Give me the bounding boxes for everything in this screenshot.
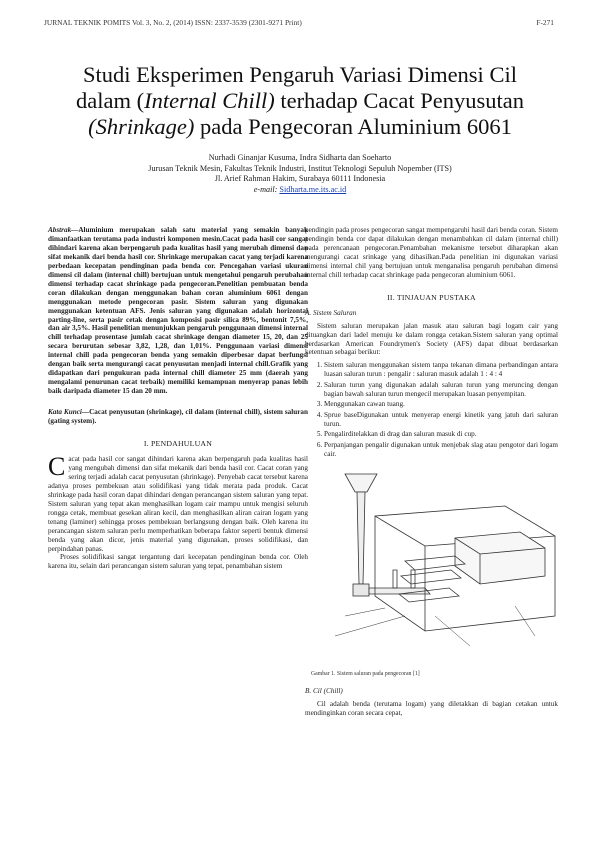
list-item: 1. Sistem saluran menggunakan sistem tanpa tekanan dimana perbandingan antara luasan saluran turun : pengalir : saluran masuk adalah 1 : 4 : 4 [324,361,558,379]
author-names: Nurhadi Ginanjar Kusuma, Indra Sidharta dan Soeharto [208,153,392,162]
gating-system-drawing [305,466,558,666]
running-header [44,18,554,30]
sprue [357,492,365,584]
subsection-heading-cil: B. Cil (Chill) [305,687,343,696]
afs-rules-list [305,361,558,458]
section-heading-pendahuluan: I. PENDAHULUAN [143,439,213,449]
keywords [48,408,308,426]
page-number: F-271 [536,18,554,27]
abstract [48,226,308,396]
author-block [60,153,540,195]
left-column [48,226,308,571]
author-address: Jl. Arief Rahman Hakim, Surabaya 60111 Indonesia [214,174,386,183]
list-item: 4. Sprue baseDigunakan untuk menyerap energi kinetik yang jatuh dari saluran turun. [324,411,558,429]
list-item: 2. Saluran turun yang digunakan adalah saluran turun yang meruncing dengan bagian bawah saluran turun mengecil merupakan luasan penyempitan. [324,381,558,399]
cil-paragraph: Cil adalah benda (terutama logam) yang diletakkan di bagian cetakan untuk mendinginkan coran secara cepat, [305,700,558,718]
title-line-2: dalam (Internal Chill) terhadap Cacat Penyusutan [75,88,524,113]
title-line-3: (Shrinkage) pada Pengecoran Aluminium 6061 [88,114,512,139]
title-line-1: Studi Eksperimen Pengaruh Variasi Dimensi Cil [83,62,517,87]
gate [411,570,415,588]
gate [393,570,397,588]
email-link[interactable]: Sidharta.me.its.ac.id [279,184,347,194]
keywords-text: —Cacat penyusutan (shrinkage), cil dalam (internal chill), sistem saluran (gating system). [48,408,308,426]
list-item: 6. Perpanjangan pengalir digunakan untuk menjebak slag atau pengotor dari logam cair. [324,441,558,459]
list-item: 5. Pengalirditelakkan di drag dan saluran masuk di cup. [324,430,558,439]
figure-caption: Gambar 1. Sistem saluran pada pengecoran [1] [311,671,420,678]
subsection-heading-sistem-saluran: A. Sistem Saluran [305,308,357,317]
drop-cap: C [48,451,66,481]
intro-paragraph-1-text: acat pada hasil cor sangat dihindari karena akan berpengaruh pada kualitas hasil yang mengubah dimensi dan sifat mekanik dari benda hasil cor. Cacat coran yang sering terjadi adalah cacat penyusutan (shrinkage). Penyebab cacat tersebut karena adanya proses pembekuan atau solidifikasi yang tidak merata pada produk. Cacat shrinkage pada hasil coran dapat dihindari dengan perancangan sistem saluran yang tepat. Sistem saluran yang tepat akan menghasilkan logam cair mampu untuk mengisi seluruh rongga cetak, membuat gesekan aliran kecil, dan menghasilkan aliran cairan logam yang tenang (laminer) sehingga proses pembekuan berlangsung dengan baik. Oleh karena itu perancangan sistem saluran perlu memperhatikan beberapa faktor seperti bentuk dimensi benda yang akan dicor, jenis material yang digunakan, proses solidifikasi, dan perpindahan panas. [48,454,308,553]
author-email: e-mail: Sidharta.me.its.ac.id [253,184,347,194]
section-heading-tinjauan-pustaka: II. TINJAUAN PUSTAKA [387,292,476,302]
sistem-saluran-paragraph: Sistem saluran merupakan jalan masuk atau saluran bagi logam cair yang dituangkan dari ladel menuju ke dalam rongga cetakan.Sistem saluran yang optimal berdasarkan American Foundrymen's Society (AFS) dapat dibuat berdasarkan ketentuan sebagai berikut: [305,321,558,357]
gate-plate [401,570,461,584]
abstract-label: Abstrak [48,226,72,234]
continued-paragraph: pendingin pada proses pengecoran sangat mempengaruhi hasil dari benda coran. Sistem pendingin benda cor dapat dilakukan dengan menambahkan cil dalam (internal chill) pada perencanaan pengecoran.Penambahan mekanisme tersebut diharapkan akan mengurangi cacat srinkage yang dihasilkan.Pada penelitian ini digunakan variasi dimensi internal chil yang bertujuan untuk menganalisa pengaruh perubahan dimensi internal chill terhadap cacat shrinkage pada pengecoran aluminium 6061. [305,226,558,279]
leader-line [335,616,405,636]
leader-line [435,616,470,646]
leader-line [515,606,535,636]
intro-paragraph-2: Proses solidifikasi sangat tergantung dari kecepatan pendinginan benda cor. Oleh karena itu, selain dari perancangan sistem saluran yang tepat, penambahan sistem [48,553,308,571]
journal-header: JURNAL TEKNIK POMITS Vol. 3, No. 2, (2014) ISSN: 2337-3539 (2301-9271 Print) [44,18,302,27]
right-column [305,226,558,718]
gating-system-figure [305,466,558,666]
abstract-text: —Aluminium merupakan salah satu material yang semakin banyak dimanfaatkan terutama pada industri komponen mesin.Cacat pada hasil cor sangat dihindari karena akan berpengaruh pada kualitas hasil yang merubah dimensi dan sifat mekanik dari benda hasil cor. Shrinkage merupakan cacat yang terjadi karena perbedaan kecepatan pendinginan pada benda cor. Pencegahan variasi ukuran dimensi cil dalam (internal chill) bertujuan untuk mengetahui pengaruh perubahan dimensi terhadap cacat shrinkage pada pengecoran.Penelitian pembuatan benda coran dilakukan dengan menggunakan bahan coran aluminium 6061 dengan menggunakan metode pengecoran pasir. Sistem saluran yang digunakan menggunakan ketentuan AFS. Jenis saluran yang digunakan adalah horizontal parting-line, serta pasir cetak dengan komposisi pasir silica 89%, bentonit 7,5%, dan air 3,5%. Hasil penelitian menunjukkan pengaruh penggunaan dimensi internal chill terhadap prosentase jumlah cacat shrinkage dengan diameter 15, 20, dan 25 secara berurutan sebesar 3,82, 1,28, dan 1,01%. Penggunaan variasi dimensi internal chill pada pengecoran benda yang semakin diperbesar dapat berfungsi dengan baik serta mengurangi cacat penyusutan menjadi internal chill.Grafik yang didapatkan dari pengukuran pada internal chill diameter 25 mm (daerah yang mengalami penurunan cacat terbaik) memiliki kemampuan menyerap panas lebih baik daripada diameter 15 dan 20 mm. [48,226,308,396]
list-item: 3. Menggunakan cawan tuang. [324,400,558,409]
leader-line [345,608,385,616]
keywords-label: Kata Kunci [48,408,82,417]
author-affiliation: Jurusan Teknik Mesin, Fakultas Teknik Industri, Institut Teknologi Sepuluh Nopember (ITS) [148,163,452,173]
sprue-base [353,584,369,596]
paper-title [20,62,580,140]
casting-cavity [455,532,545,584]
pouring-basin [345,474,377,492]
intro-paragraph-1 [48,451,308,553]
